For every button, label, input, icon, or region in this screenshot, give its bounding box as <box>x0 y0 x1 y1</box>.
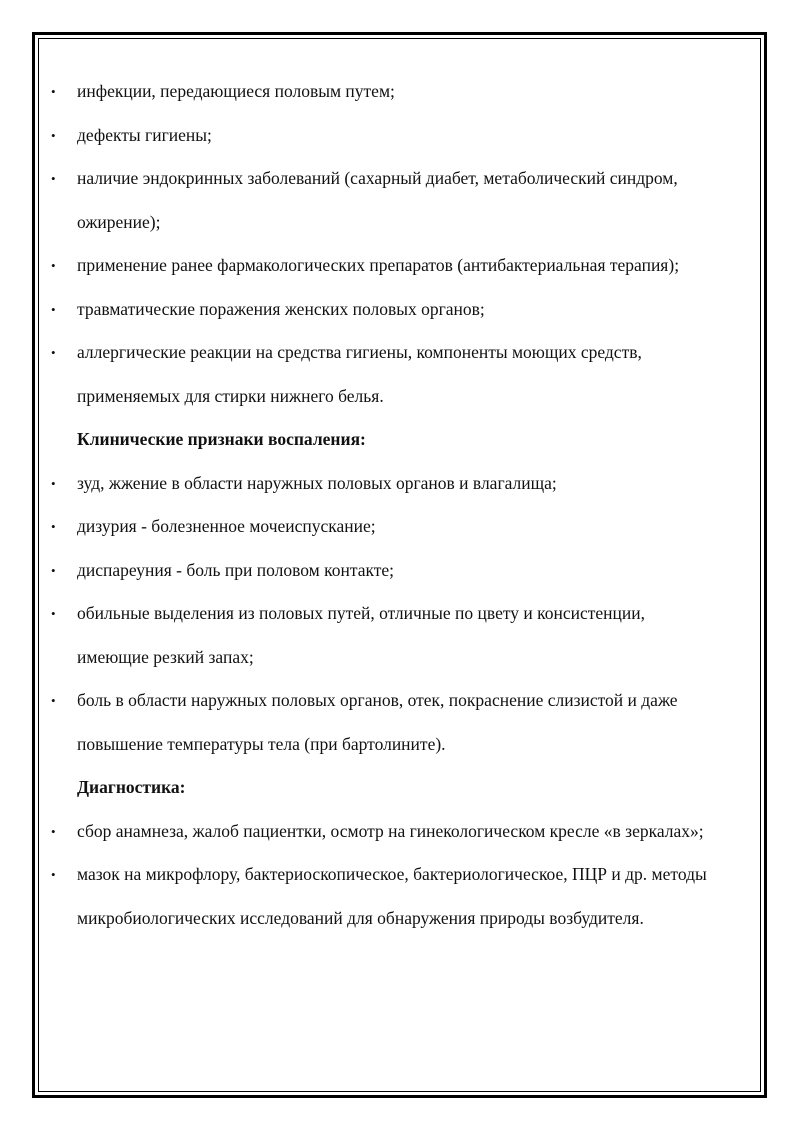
bullet-icon: • <box>51 345 56 360</box>
list-item: • дизурия - болезненное мочеиспускание; <box>0 505 707 549</box>
bullet-icon: • <box>51 258 56 273</box>
bullet-icon: • <box>51 606 56 621</box>
list-item: • травматические поражения женских половых органов; <box>0 288 707 332</box>
list-item: • применение ранее фармакологических препаратов (антибактериальная терапия); <box>0 244 707 288</box>
list-item: • мазок на микрофлору, бактериоскопическое, бактериологическое, ПЦР и др. методы микробиологических исследований для обнаружения природы возбудителя. <box>0 853 707 940</box>
list-item: • наличие эндокринных заболеваний (сахарный диабет, метаболический синдром, ожирение); <box>0 157 707 244</box>
bullet-icon: • <box>51 301 56 317</box>
list-item: • зуд, жжение в области наружных половых органов и влагалища; <box>0 462 707 506</box>
document-body <box>0 70 800 940</box>
section-heading-diagnostics: Диагностика: <box>77 777 186 797</box>
bullet-icon: • <box>51 171 56 186</box>
list-item: • сбор анамнеза, жалоб пациентки, осмотр на гинекологическом кресле «в зеркалах»; <box>0 810 707 854</box>
bullet-icon: • <box>51 84 56 99</box>
bullet-icon: • <box>51 475 56 491</box>
bullet-icon: • <box>51 127 56 143</box>
list-item: • дефекты гигиены; <box>0 114 707 158</box>
list-item: • диспареуния - боль при половом контакте; <box>0 549 707 593</box>
bullet-icon: • <box>51 562 56 578</box>
bullet-icon: • <box>51 823 56 839</box>
bullet-icon: • <box>51 519 56 534</box>
list-item: • обильные выделения из половых путей, отличные по цвету и консистенции, имеющие резкий запах; <box>0 592 707 679</box>
list-item: • аллергические реакции на средства гигиены, компоненты моющих средств, применяемых для стирки нижнего белья. <box>0 331 707 418</box>
bullet-icon: • <box>51 867 56 882</box>
section-heading-clinical-signs: Клинические признаки воспаления: <box>77 429 366 449</box>
bullet-icon: • <box>51 693 56 708</box>
list-item: • боль в области наружных половых органов, отек, покраснение слизистой и даже повышение температуры тела (при бартолините). <box>0 679 707 766</box>
list-item: • инфекции, передающиеся половым путем; <box>0 70 707 114</box>
